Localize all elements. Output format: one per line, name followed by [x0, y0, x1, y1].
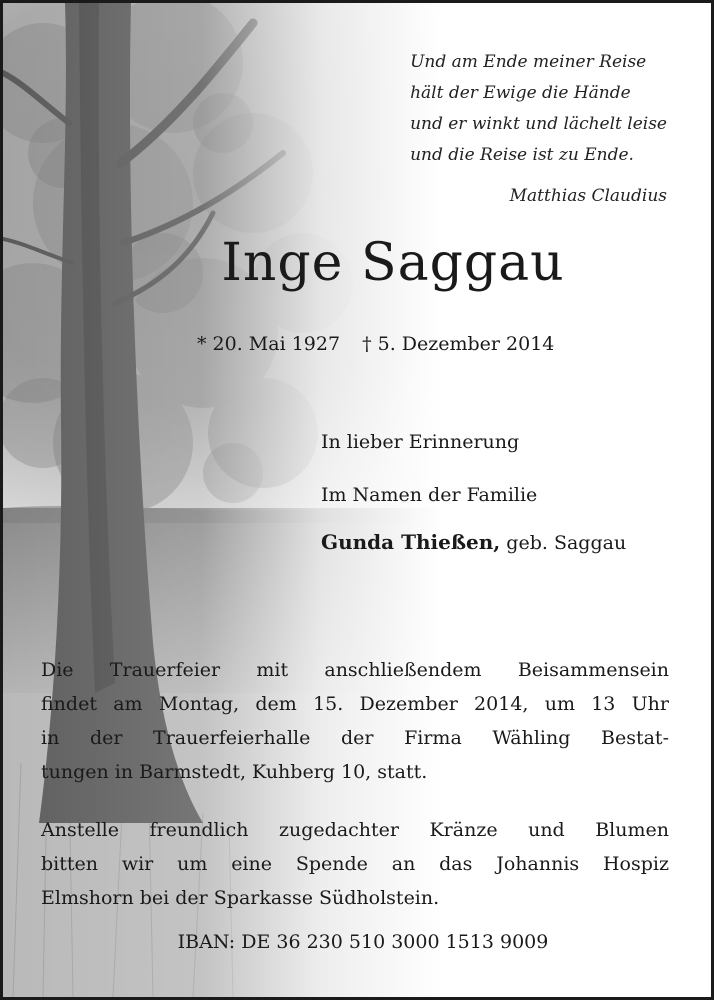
poem-author: Matthias Claudius — [509, 186, 667, 206]
poem-line: und die Reise ist zu Ende. — [410, 145, 634, 165]
ceremony-paragraph — [41, 653, 669, 789]
poem-line: und er winkt und lächelt leise — [410, 114, 667, 134]
ceremony-line: findet am Montag, dem 15. Dezember 2014, um 13 Uhr — [41, 693, 669, 715]
iban: IBAN: DE 36 230 510 3000 1513 9009 — [177, 931, 549, 953]
donation-paragraph — [41, 813, 669, 915]
signer — [321, 530, 626, 554]
signer-maiden-name: geb. Saggau — [506, 532, 627, 554]
donation-line: bitten wir um eine Spende an das Johannis Hospiz — [41, 853, 669, 875]
ceremony-line: tungen in Barmstedt, Kuhberg 10, statt. — [41, 761, 428, 783]
poem-line: hält der Ewige die Hände — [410, 83, 631, 103]
donation-line: Anstelle freundlich zugedachter Kränze und Blumen — [41, 819, 669, 841]
family-line: Im Namen der Familie — [321, 484, 538, 506]
birth-date: * 20. Mai 1927 — [197, 333, 341, 355]
signer-name: Gunda Thießen, — [321, 530, 501, 554]
poem — [410, 47, 667, 171]
death-date: † 5. Dezember 2014 — [362, 333, 555, 355]
ceremony-line: Die Trauerfeier mit anschließendem Beisammensein — [41, 659, 669, 681]
deceased-name: Inge Saggau — [221, 233, 565, 293]
poem-line: Und am Ende meiner Reise — [410, 52, 647, 72]
life-dates — [197, 333, 554, 355]
memorial-line: In lieber Erinnerung — [321, 431, 520, 453]
donation-line: Elmshorn bei der Sparkasse Südholstein. — [41, 887, 440, 909]
ceremony-line: in der Trauerfeierhalle der Firma Wähling Bestat- — [41, 727, 669, 749]
